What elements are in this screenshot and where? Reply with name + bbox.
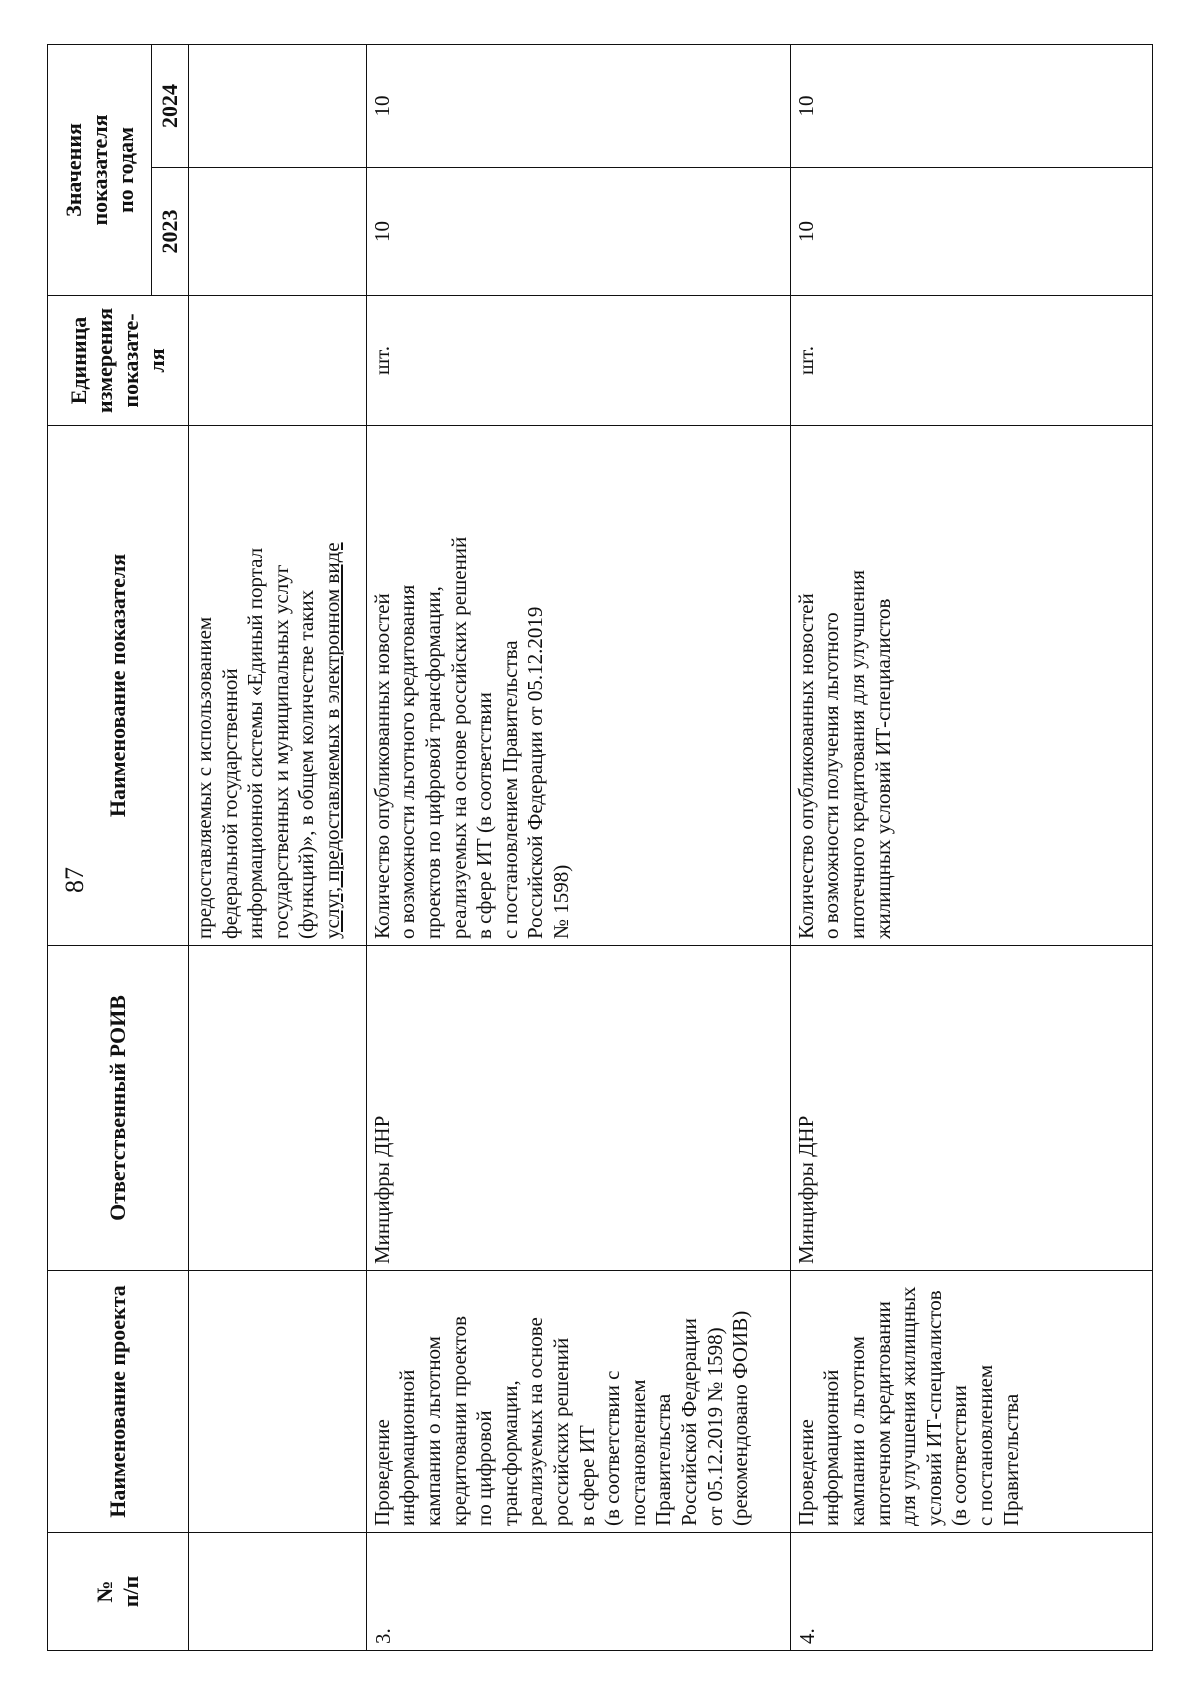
row-project: Проведение информационной кампании о льготном кредитовании проектов по цифровой трансформации, реализуемых на основе российских решений в сфере ИТ (в соответствии с постановлением Правительства Российской Федерации от 05.12.2019 № 1598) (рекомендовано ФОИВ) bbox=[366, 1271, 790, 1533]
row-indicator: предоставляемых с использованием федеральной государственной информационной системы «Единый портал государственных и муниципальных услуг (функций)», в общем количестве таких bbox=[191, 547, 319, 939]
row-value-2024: 10 bbox=[366, 44, 790, 167]
row-unit bbox=[188, 296, 366, 426]
page-number: 87 bbox=[60, 867, 89, 893]
header-num: № п/п bbox=[48, 1533, 189, 1651]
row-num bbox=[188, 1533, 366, 1651]
row-unit: шт. bbox=[790, 296, 1152, 426]
indicators-table bbox=[47, 44, 1153, 1651]
header-indicator: Наименование показателя bbox=[48, 426, 189, 946]
header-values: Значения показателя по годам bbox=[48, 44, 152, 295]
row-value-2023 bbox=[188, 168, 366, 296]
row-value-2024 bbox=[188, 44, 366, 167]
row-roiv: Минцифры ДНР bbox=[366, 946, 790, 1271]
row-project: Проведение информационной кампании о льготном ипотечном кредитовании для улучшения жилищных условий ИТ-специалистов (в соответствии с постановлением Правительства bbox=[790, 1271, 1152, 1533]
row-value-2024: 10 bbox=[790, 44, 1152, 167]
table-row bbox=[188, 44, 366, 1650]
rotated-table-container bbox=[47, 45, 1153, 1651]
row-roiv bbox=[188, 946, 366, 1271]
row-num: 4. bbox=[790, 1533, 1152, 1651]
row-value-2023: 10 bbox=[790, 168, 1152, 296]
row-indicator-cell bbox=[188, 426, 366, 946]
table-row bbox=[366, 44, 790, 1650]
header-unit: Единица измерения показате- ля bbox=[48, 296, 189, 426]
row-value-2023: 10 bbox=[366, 168, 790, 296]
row-project bbox=[188, 1271, 366, 1533]
row-indicator-tail: услуг, предоставляемых в электронном виде bbox=[319, 542, 344, 939]
header-year-2023: 2023 bbox=[152, 168, 189, 296]
row-indicator: Количество опубликованных новостей о возможности получения льготного ипотечного кредитования для улучшения жилищных условий ИТ-специалистов bbox=[790, 426, 1152, 946]
row-unit: шт. bbox=[366, 296, 790, 426]
header-project: Наименование проекта bbox=[48, 1271, 189, 1533]
row-roiv: Минцифры ДНР bbox=[790, 946, 1152, 1271]
table-header-row bbox=[48, 44, 152, 1650]
table-row bbox=[790, 44, 1152, 1650]
row-indicator: Количество опубликованных новостей о возможности льготного кредитования проектов по цифровой трансформации, реализуемых на основе российских решений в сфере ИТ (в соответствии с постановлением Правительства Российской Федерации от 05.12.2019 № 1598) bbox=[366, 426, 790, 946]
header-year-2024: 2024 bbox=[152, 44, 189, 167]
header-roiv: Ответственный РОИВ bbox=[48, 946, 189, 1271]
row-num: 3. bbox=[366, 1533, 790, 1651]
